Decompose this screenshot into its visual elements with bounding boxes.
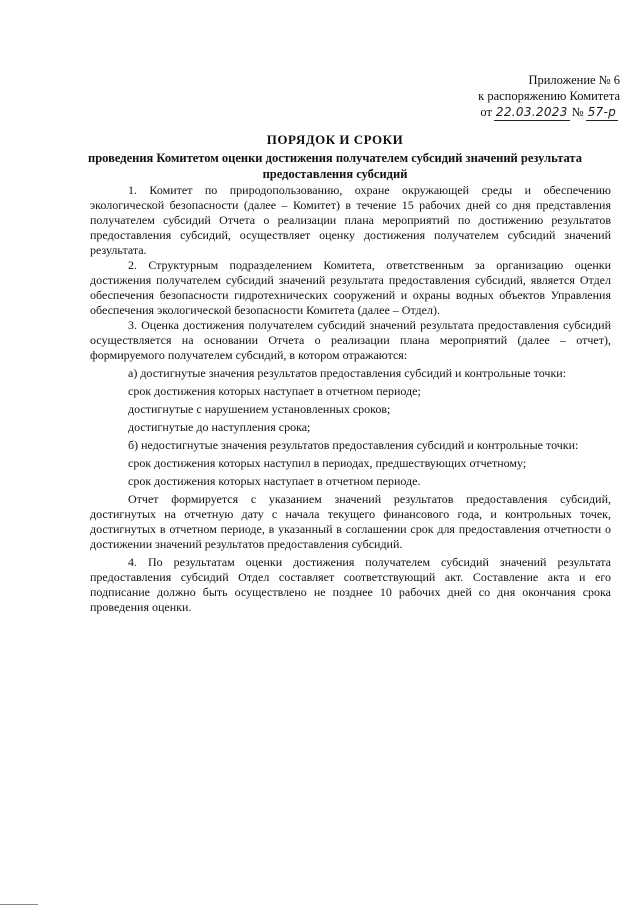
title-main: ПОРЯДОК И СРОКИ [266, 132, 404, 147]
list-subitem: достигнутые до наступления срока; [128, 420, 311, 434]
list-subitem: достигнутые с нарушением установленных сроков; [128, 402, 391, 416]
handwritten-date: 22.03.2023 [495, 105, 568, 119]
handwritten-order-number: 57-р [587, 105, 616, 119]
appendix-header [440, 72, 620, 121]
list-item-a: а) достигнутые значения результатов предоставления субсидий и контрольные точки: [128, 366, 567, 380]
title-subtitle: проведения Комитетом оценки достижения получателем субсидий значений результата предоставления субсидий [88, 151, 582, 181]
appendix-reference: к распоряжению Комитета [478, 89, 620, 103]
list-subitem: срок достижения которых наступает в отчетном периоде. [128, 474, 421, 488]
document-title [60, 132, 610, 182]
document-body [90, 180, 611, 615]
list-subitem: срок достижения которых наступил в периодах, предшествующих отчетному; [128, 456, 527, 470]
date-prefix: от [480, 105, 492, 119]
report-paragraph: Отчет формируется с указанием значений результатов предоставления субсидий, достигнутых на отчетную дату с начала текущего финансового года, и контрольных точек, достигнутых в отчетном периоде, в указанный в соглашении срок для предоставления отчетности о достижении значений результатов предоставления субсидий. [90, 492, 611, 551]
paragraph-2: 2. Структурным подразделением Комитета, ответственным за организацию оценки достижения получателем субсидий значений результата предоставления субсидий, является Отдел обеспечения безопасности гидротехнических сооружений и охраны водных объектов Управления обеспечения экологической безопасности Комитета (далее – Отдел). [90, 258, 611, 317]
number-prefix: № [571, 105, 584, 119]
paragraph-3: 3. Оценка достижения получателем субсидий значений результата предоставления субсидий осуществляется на основании Отчета о реализации плана мероприятий (далее – отчет), формируемого получателем субсидий, в котором отражаются: [90, 318, 611, 362]
list-item-b: б) недостигнутые значения результатов предоставления субсидий и контрольные точки: [128, 438, 579, 452]
appendix-number: Приложение № 6 [528, 73, 620, 87]
paragraph-4: 4. По результатам оценки достижения получателем субсидий значений результата предоставления субсидий Отдел составляет соответствующий акт. Составление акта и его подписание должно быть осуществлено не позднее 10 рабочих дней со дня окончания срока проведения оценки. [90, 555, 611, 614]
paragraph-1: 1. Комитет по природопользованию, охране окружающей среды и обеспечению экологической безопасности (далее – Комитет) в течение 15 рабочих дней со дня представления получателем субсидий Отчета о реализации плана мероприятий по достижению результатов предоставления субсидий, осуществляет оценку достижения получателем субсидий значений результата. [90, 183, 611, 257]
order-date-line [440, 104, 620, 121]
list-subitem: срок достижения которых наступает в отчетном периоде; [128, 384, 421, 398]
